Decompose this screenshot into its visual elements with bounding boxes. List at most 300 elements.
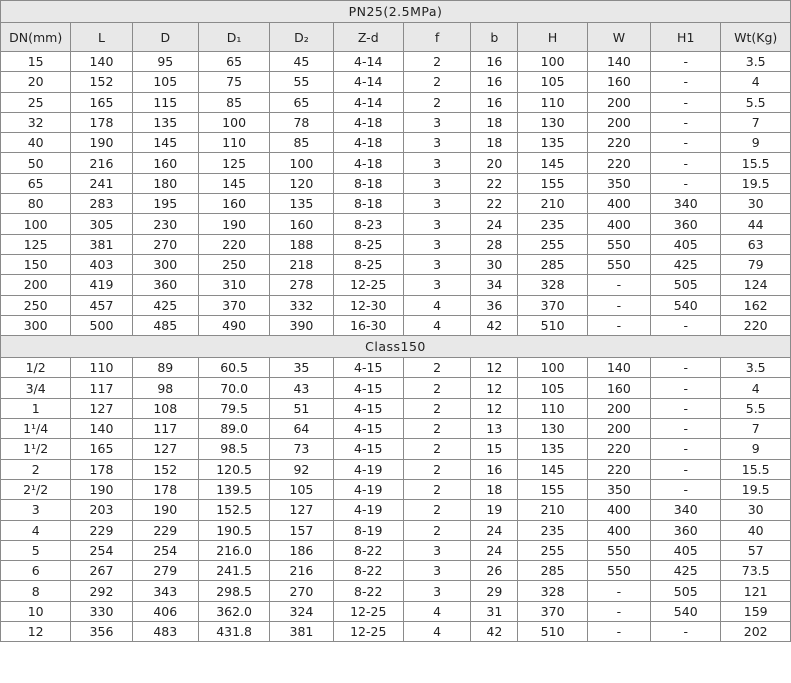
table-cell: 3 bbox=[403, 214, 470, 234]
table-cell: 40 bbox=[721, 520, 791, 540]
table-cell: 400 bbox=[587, 214, 650, 234]
section-title: Class150 bbox=[1, 336, 791, 358]
table-cell: 36 bbox=[471, 295, 518, 315]
table-cell: - bbox=[651, 419, 721, 439]
table-cell: 130 bbox=[518, 419, 587, 439]
table-cell: 2¹/2 bbox=[1, 479, 71, 499]
table-cell: 400 bbox=[587, 194, 650, 214]
table-cell: 12 bbox=[471, 358, 518, 378]
table-cell: 124 bbox=[721, 275, 791, 295]
table-cell: 1/2 bbox=[1, 358, 71, 378]
table-cell: 278 bbox=[270, 275, 333, 295]
table-cell: 152 bbox=[132, 459, 198, 479]
table-cell: 200 bbox=[1, 275, 71, 295]
table-cell: 16 bbox=[471, 92, 518, 112]
table-cell: 403 bbox=[71, 254, 132, 274]
column-header: D bbox=[132, 23, 198, 52]
table-cell: 135 bbox=[518, 133, 587, 153]
table-cell: 285 bbox=[518, 254, 587, 274]
table-cell: 2 bbox=[403, 459, 470, 479]
table-cell: 34 bbox=[471, 275, 518, 295]
table-cell: 98.5 bbox=[198, 439, 269, 459]
table-cell: - bbox=[651, 133, 721, 153]
table-cell: 19.5 bbox=[721, 173, 791, 193]
table-cell: 28 bbox=[471, 234, 518, 254]
table-cell: 3 bbox=[403, 234, 470, 254]
table-cell: 255 bbox=[518, 540, 587, 560]
table-cell: 8-25 bbox=[333, 234, 403, 254]
table-cell: 1¹/4 bbox=[1, 419, 71, 439]
column-header: f bbox=[403, 23, 470, 52]
table-cell: 8-19 bbox=[333, 520, 403, 540]
table-cell: 220 bbox=[587, 459, 650, 479]
table-cell: 4-14 bbox=[333, 72, 403, 92]
table-cell: 145 bbox=[198, 173, 269, 193]
table-cell: 425 bbox=[132, 295, 198, 315]
table-cell: 20 bbox=[1, 72, 71, 92]
table-cell: 31 bbox=[471, 601, 518, 621]
table-cell: 220 bbox=[587, 133, 650, 153]
table-cell: 330 bbox=[71, 601, 132, 621]
table-cell: 406 bbox=[132, 601, 198, 621]
table-cell: 30 bbox=[721, 500, 791, 520]
table-cell: 4-19 bbox=[333, 459, 403, 479]
table-cell: 3 bbox=[403, 194, 470, 214]
table-cell: 100 bbox=[518, 52, 587, 72]
table-cell: 419 bbox=[71, 275, 132, 295]
table-cell: 7 bbox=[721, 112, 791, 132]
table-cell: 30 bbox=[471, 254, 518, 274]
table-cell: 4 bbox=[721, 378, 791, 398]
table-cell: 165 bbox=[71, 92, 132, 112]
table-cell: - bbox=[587, 581, 650, 601]
table-cell: 235 bbox=[518, 520, 587, 540]
table-cell: 100 bbox=[270, 153, 333, 173]
column-header: H1 bbox=[651, 23, 721, 52]
table-cell: 135 bbox=[132, 112, 198, 132]
table-cell: 3 bbox=[403, 153, 470, 173]
table-cell: 390 bbox=[270, 315, 333, 335]
section-header-class150 bbox=[1, 336, 791, 358]
table-cell: 15.5 bbox=[721, 153, 791, 173]
table-cell: 405 bbox=[651, 540, 721, 560]
table-cell: 483 bbox=[132, 622, 198, 642]
table-cell: 32 bbox=[1, 112, 71, 132]
table-cell: 16 bbox=[471, 72, 518, 92]
table-row bbox=[1, 419, 791, 439]
table-cell: 110 bbox=[518, 92, 587, 112]
table-cell: 5.5 bbox=[721, 92, 791, 112]
table-cell: 190 bbox=[132, 500, 198, 520]
table-cell: 64 bbox=[270, 419, 333, 439]
table-cell: 362.0 bbox=[198, 601, 269, 621]
table-cell: 203 bbox=[71, 500, 132, 520]
table-cell: 105 bbox=[518, 378, 587, 398]
table-cell: 283 bbox=[71, 194, 132, 214]
table-cell: 202 bbox=[721, 622, 791, 642]
table-cell: - bbox=[587, 601, 650, 621]
table-cell: 152.5 bbox=[198, 500, 269, 520]
table-cell: 160 bbox=[587, 378, 650, 398]
table-cell: - bbox=[651, 358, 721, 378]
table-cell: 140 bbox=[71, 419, 132, 439]
table-row bbox=[1, 358, 791, 378]
table-cell: 25 bbox=[1, 92, 71, 112]
table-cell: 140 bbox=[587, 52, 650, 72]
table-cell: 157 bbox=[270, 520, 333, 540]
table-cell: - bbox=[651, 72, 721, 92]
table-cell: 279 bbox=[132, 561, 198, 581]
table-cell: 3 bbox=[403, 581, 470, 601]
table-cell: 19 bbox=[471, 500, 518, 520]
table-cell: - bbox=[587, 295, 650, 315]
table-cell: 8-18 bbox=[333, 173, 403, 193]
table-cell: 159 bbox=[721, 601, 791, 621]
table-cell: 485 bbox=[132, 315, 198, 335]
table-cell: 190.5 bbox=[198, 520, 269, 540]
table-cell: 57 bbox=[721, 540, 791, 560]
table-cell: 241 bbox=[71, 173, 132, 193]
table-cell: 381 bbox=[270, 622, 333, 642]
table-cell: 505 bbox=[651, 581, 721, 601]
table-cell: 13 bbox=[471, 419, 518, 439]
table-cell: 98 bbox=[132, 378, 198, 398]
table-cell: 250 bbox=[198, 254, 269, 274]
table-cell: 4-15 bbox=[333, 439, 403, 459]
table-cell: 100 bbox=[198, 112, 269, 132]
table-cell: 270 bbox=[270, 581, 333, 601]
table-cell: 42 bbox=[471, 622, 518, 642]
table-cell: 218 bbox=[270, 254, 333, 274]
table-cell: 12 bbox=[1, 622, 71, 642]
table-cell: - bbox=[651, 52, 721, 72]
table-cell: 6 bbox=[1, 561, 71, 581]
table-cell: 117 bbox=[71, 378, 132, 398]
table-cell: 152 bbox=[71, 72, 132, 92]
table-cell: 190 bbox=[198, 214, 269, 234]
table-row bbox=[1, 500, 791, 520]
table-cell: - bbox=[651, 315, 721, 335]
table-cell: 8-25 bbox=[333, 254, 403, 274]
table-row bbox=[1, 459, 791, 479]
table-cell: 340 bbox=[651, 500, 721, 520]
table-cell: 3 bbox=[1, 500, 71, 520]
table-cell: 4 bbox=[403, 295, 470, 315]
table-cell: 42 bbox=[471, 315, 518, 335]
table-cell: 140 bbox=[587, 358, 650, 378]
table-cell: 15 bbox=[471, 439, 518, 459]
table-cell: - bbox=[651, 459, 721, 479]
table-cell: 12-30 bbox=[333, 295, 403, 315]
table-cell: - bbox=[651, 439, 721, 459]
column-header: b bbox=[471, 23, 518, 52]
table-cell: 8-22 bbox=[333, 540, 403, 560]
table-cell: 300 bbox=[1, 315, 71, 335]
table-row bbox=[1, 153, 791, 173]
table-cell: 550 bbox=[587, 561, 650, 581]
table-cell: 186 bbox=[270, 540, 333, 560]
table-cell: 425 bbox=[651, 561, 721, 581]
table-cell: - bbox=[587, 275, 650, 295]
table-cell: 4-18 bbox=[333, 133, 403, 153]
table-cell: 121 bbox=[721, 581, 791, 601]
table-cell: 4 bbox=[1, 520, 71, 540]
table-cell: 26 bbox=[471, 561, 518, 581]
table-cell: 2 bbox=[1, 459, 71, 479]
table-cell: 360 bbox=[651, 520, 721, 540]
table-cell: 155 bbox=[518, 173, 587, 193]
column-header: L bbox=[71, 23, 132, 52]
table-cell: 8 bbox=[1, 581, 71, 601]
table-cell: 24 bbox=[471, 520, 518, 540]
table-cell: 216.0 bbox=[198, 540, 269, 560]
table-cell: 19.5 bbox=[721, 479, 791, 499]
table-cell: 79.5 bbox=[198, 398, 269, 418]
table-cell: 12 bbox=[471, 398, 518, 418]
table-cell: 105 bbox=[270, 479, 333, 499]
table-row bbox=[1, 133, 791, 153]
table-cell: 78 bbox=[270, 112, 333, 132]
table-row bbox=[1, 479, 791, 499]
table-cell: 4 bbox=[721, 72, 791, 92]
table-cell: 2 bbox=[403, 378, 470, 398]
table-cell: 139.5 bbox=[198, 479, 269, 499]
table-cell: 3 bbox=[403, 112, 470, 132]
table-cell: 500 bbox=[71, 315, 132, 335]
table-cell: 29 bbox=[471, 581, 518, 601]
table-cell: 180 bbox=[132, 173, 198, 193]
table-cell: 2 bbox=[403, 419, 470, 439]
table-cell: 130 bbox=[518, 112, 587, 132]
table-cell: 300 bbox=[132, 254, 198, 274]
table-cell: 125 bbox=[1, 234, 71, 254]
table-cell: 2 bbox=[403, 479, 470, 499]
table-row bbox=[1, 194, 791, 214]
table-cell: 145 bbox=[518, 153, 587, 173]
table-row bbox=[1, 214, 791, 234]
table-cell: 350 bbox=[587, 479, 650, 499]
table-cell: 40 bbox=[1, 133, 71, 153]
table-cell: 241.5 bbox=[198, 561, 269, 581]
table-cell: 3 bbox=[403, 173, 470, 193]
table-cell: 4 bbox=[403, 601, 470, 621]
table-cell: 235 bbox=[518, 214, 587, 234]
table-row bbox=[1, 72, 791, 92]
table-cell: 200 bbox=[587, 419, 650, 439]
table-cell: 8-22 bbox=[333, 561, 403, 581]
table-cell: 178 bbox=[71, 112, 132, 132]
table-row bbox=[1, 561, 791, 581]
table-row bbox=[1, 378, 791, 398]
table-row bbox=[1, 540, 791, 560]
table-cell: 10 bbox=[1, 601, 71, 621]
table-cell: 89.0 bbox=[198, 419, 269, 439]
table-cell: 160 bbox=[587, 72, 650, 92]
table-cell: 400 bbox=[587, 500, 650, 520]
table-row bbox=[1, 275, 791, 295]
table-cell: 3 bbox=[403, 540, 470, 560]
table-row bbox=[1, 622, 791, 642]
table-cell: - bbox=[651, 112, 721, 132]
table-cell: 2 bbox=[403, 92, 470, 112]
table-cell: 165 bbox=[71, 439, 132, 459]
table-cell: 162 bbox=[721, 295, 791, 315]
column-header: H bbox=[518, 23, 587, 52]
table-cell: 135 bbox=[270, 194, 333, 214]
table-cell: 89 bbox=[132, 358, 198, 378]
table-cell: 24 bbox=[471, 540, 518, 560]
table-cell: - bbox=[651, 173, 721, 193]
table-cell: 65 bbox=[1, 173, 71, 193]
table-cell: 4-18 bbox=[333, 153, 403, 173]
table-cell: 510 bbox=[518, 622, 587, 642]
table-cell: 80 bbox=[1, 194, 71, 214]
table-cell: 100 bbox=[1, 214, 71, 234]
table-cell: 255 bbox=[518, 234, 587, 254]
column-header: D₂ bbox=[270, 23, 333, 52]
table-cell: 110 bbox=[71, 358, 132, 378]
table-cell: 12-25 bbox=[333, 275, 403, 295]
table-cell: 140 bbox=[71, 52, 132, 72]
table-cell: - bbox=[587, 315, 650, 335]
table-cell: 178 bbox=[132, 479, 198, 499]
table-cell: 160 bbox=[198, 194, 269, 214]
pn25-table-body bbox=[1, 52, 791, 336]
table-cell: 200 bbox=[587, 112, 650, 132]
table-cell: 51 bbox=[270, 398, 333, 418]
table-row bbox=[1, 173, 791, 193]
table-cell: 120 bbox=[270, 173, 333, 193]
column-header-row bbox=[1, 23, 791, 52]
table-cell: 43 bbox=[270, 378, 333, 398]
table-cell: 12 bbox=[471, 378, 518, 398]
table-cell: 9 bbox=[721, 439, 791, 459]
table-cell: 5.5 bbox=[721, 398, 791, 418]
table-cell: 105 bbox=[132, 72, 198, 92]
table-row bbox=[1, 439, 791, 459]
table-cell: 16-30 bbox=[333, 315, 403, 335]
table-row bbox=[1, 52, 791, 72]
table-cell: - bbox=[587, 622, 650, 642]
table-cell: 270 bbox=[132, 234, 198, 254]
table-cell: 4-18 bbox=[333, 112, 403, 132]
table-cell: 370 bbox=[198, 295, 269, 315]
column-header: Z-d bbox=[333, 23, 403, 52]
table-cell: 120.5 bbox=[198, 459, 269, 479]
table-cell: 160 bbox=[132, 153, 198, 173]
table-cell: 85 bbox=[270, 133, 333, 153]
table-cell: 105 bbox=[518, 72, 587, 92]
table-cell: 20 bbox=[471, 153, 518, 173]
table-cell: 200 bbox=[587, 398, 650, 418]
table-row bbox=[1, 581, 791, 601]
table-cell: 356 bbox=[71, 622, 132, 642]
column-header: D₁ bbox=[198, 23, 269, 52]
table-cell: 63 bbox=[721, 234, 791, 254]
table-cell: 4-14 bbox=[333, 92, 403, 112]
table-cell: 200 bbox=[587, 92, 650, 112]
table-cell: 3 bbox=[403, 561, 470, 581]
table-cell: 188 bbox=[270, 234, 333, 254]
table-cell: - bbox=[651, 398, 721, 418]
table-cell: 18 bbox=[471, 479, 518, 499]
table-cell: 229 bbox=[71, 520, 132, 540]
table-cell: 75 bbox=[198, 72, 269, 92]
table-cell: 60.5 bbox=[198, 358, 269, 378]
table-cell: 550 bbox=[587, 540, 650, 560]
section-title: PN25(2.5MPa) bbox=[1, 1, 791, 23]
table-cell: 210 bbox=[518, 500, 587, 520]
table-cell: 324 bbox=[270, 601, 333, 621]
table-cell: 3 bbox=[403, 254, 470, 274]
table-cell: 220 bbox=[587, 153, 650, 173]
table-cell: 1¹/2 bbox=[1, 439, 71, 459]
table-cell: 400 bbox=[587, 520, 650, 540]
table-cell: 73.5 bbox=[721, 561, 791, 581]
section-header-pn25 bbox=[1, 1, 791, 23]
table-cell: 4-15 bbox=[333, 378, 403, 398]
table-cell: 127 bbox=[270, 500, 333, 520]
table-cell: 540 bbox=[651, 601, 721, 621]
table-cell: 381 bbox=[71, 234, 132, 254]
table-cell: 2 bbox=[403, 52, 470, 72]
table-cell: 22 bbox=[471, 194, 518, 214]
table-cell: 110 bbox=[518, 398, 587, 418]
table-cell: 425 bbox=[651, 254, 721, 274]
table-cell: 405 bbox=[651, 234, 721, 254]
table-cell: 328 bbox=[518, 275, 587, 295]
table-cell: 216 bbox=[71, 153, 132, 173]
table-cell: 9 bbox=[721, 133, 791, 153]
table-cell: 328 bbox=[518, 581, 587, 601]
table-cell: 65 bbox=[270, 92, 333, 112]
table-cell: 50 bbox=[1, 153, 71, 173]
table-cell: 431.8 bbox=[198, 622, 269, 642]
table-cell: 343 bbox=[132, 581, 198, 601]
table-cell: 12-25 bbox=[333, 622, 403, 642]
table-cell: 195 bbox=[132, 194, 198, 214]
table-cell: 155 bbox=[518, 479, 587, 499]
table-cell: 16 bbox=[471, 459, 518, 479]
table-row bbox=[1, 92, 791, 112]
table-cell: 254 bbox=[132, 540, 198, 560]
table-cell: 370 bbox=[518, 295, 587, 315]
table-cell: 85 bbox=[198, 92, 269, 112]
table-cell: 44 bbox=[721, 214, 791, 234]
table-cell: 65 bbox=[198, 52, 269, 72]
table-cell: 125 bbox=[198, 153, 269, 173]
table-cell: 117 bbox=[132, 419, 198, 439]
table-cell: 250 bbox=[1, 295, 71, 315]
table-cell: 2 bbox=[403, 72, 470, 92]
table-cell: 30 bbox=[721, 194, 791, 214]
table-cell: - bbox=[651, 378, 721, 398]
table-cell: 190 bbox=[71, 133, 132, 153]
table-cell: 2 bbox=[403, 520, 470, 540]
table-cell: 220 bbox=[198, 234, 269, 254]
table-row bbox=[1, 112, 791, 132]
table-cell: 457 bbox=[71, 295, 132, 315]
table-cell: 8-18 bbox=[333, 194, 403, 214]
table-cell: 4-15 bbox=[333, 358, 403, 378]
table-cell: 127 bbox=[132, 439, 198, 459]
table-cell: 370 bbox=[518, 601, 587, 621]
table-cell: 220 bbox=[721, 315, 791, 335]
table-cell: 24 bbox=[471, 214, 518, 234]
table-cell: 510 bbox=[518, 315, 587, 335]
table-cell: 2 bbox=[403, 358, 470, 378]
table-cell: 292 bbox=[71, 581, 132, 601]
